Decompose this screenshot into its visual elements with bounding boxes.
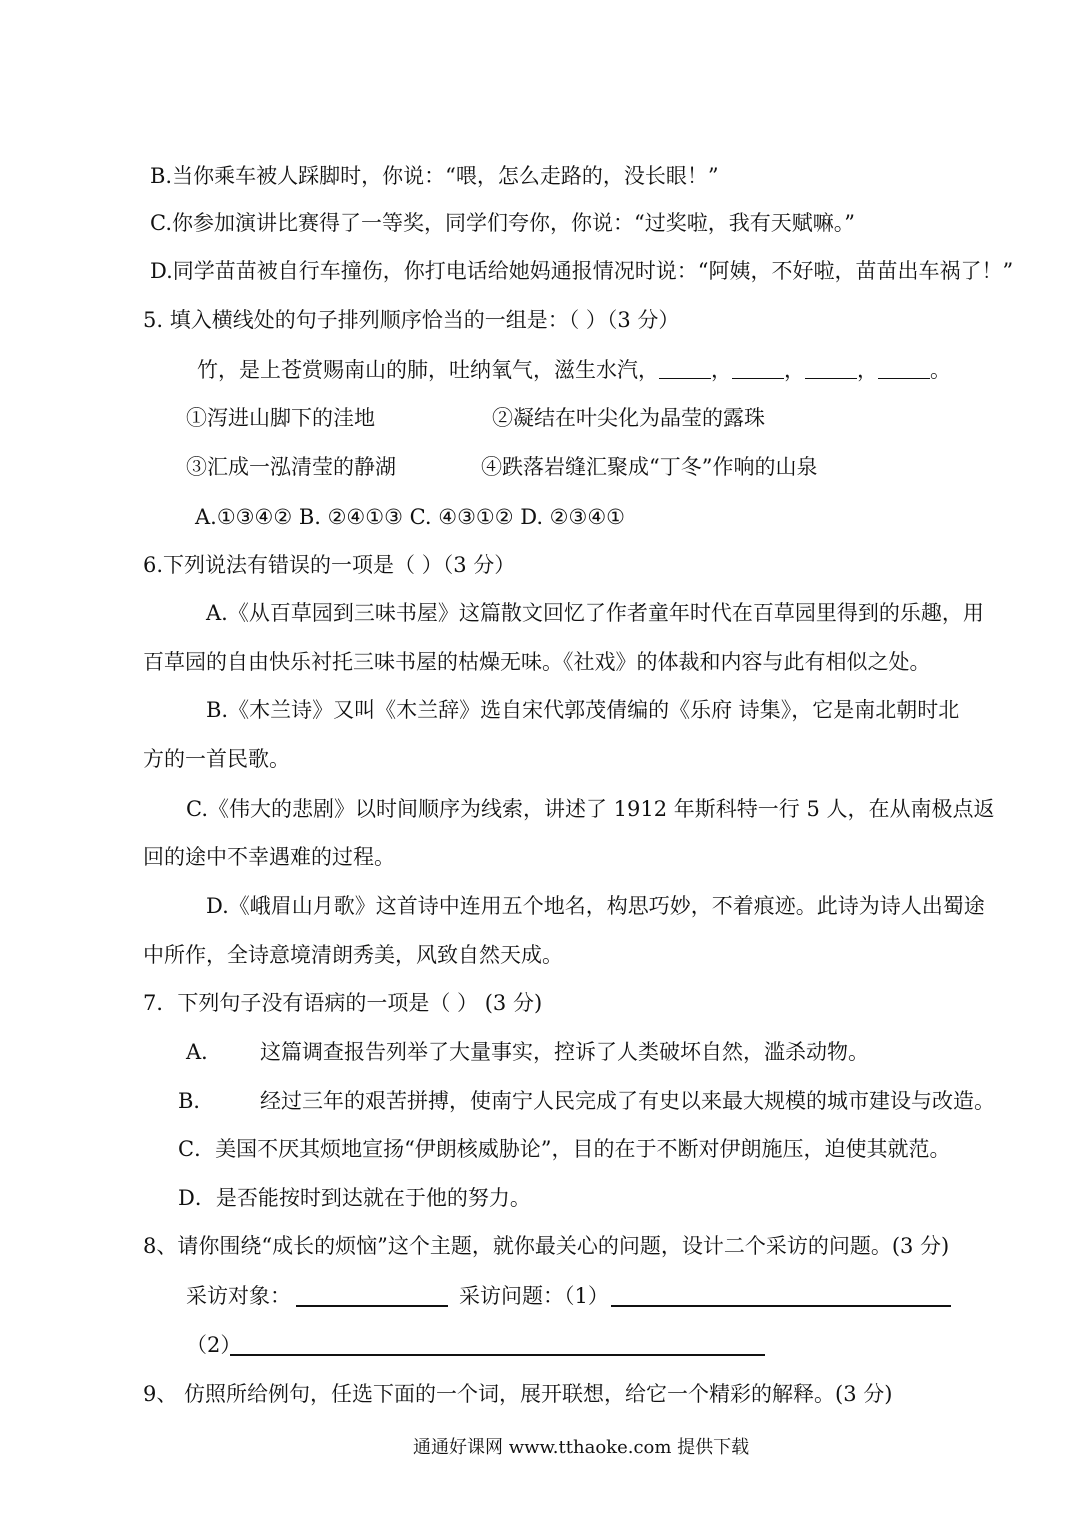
q8-question-1-answer-line[interactable]: [611, 1305, 951, 1307]
q7-option-d: D．是否能按时到达就在于他的努力。: [178, 1186, 531, 1210]
q5-passage: [197, 355, 951, 385]
q4-option-d: D.同学苗苗被自行车撞伤，你打电话给她妈通报情况时说：“阿姨，不好啦，苗苗出车祸了！”: [150, 259, 1014, 283]
q8-target-answer-line[interactable]: [296, 1305, 448, 1307]
q5-item-3: ③汇成一泓清莹的静湖: [186, 455, 396, 479]
q8-question-2-answer-line[interactable]: [230, 1354, 765, 1356]
q8-target-label: 采访对象：: [186, 1284, 291, 1308]
q9-stem: 9、 仿照所给例句，任选下面的一个词，展开联想，给它一个精彩的解释。(3 分): [143, 1382, 893, 1406]
q6-option-d-line1: D.《峨眉山月歌》这首诗中连用五个地名，构思巧妙，不着痕迹。此诗为诗人出蜀途: [206, 894, 985, 918]
q6-option-a-line1: A.《从百草园到三味书屋》这篇散文回忆了作者童年时代在百草园里得到的乐趣，用: [206, 601, 984, 625]
q8-question-label: 采访问题：（1）: [459, 1284, 609, 1308]
q6-option-c-line1: C.《伟大的悲剧》以时间顺序为线索，讲述了 1912 年斯科特一行 5 人，在从南极点返: [186, 797, 995, 821]
q5-stem: 5. 填入横线处的句子排列顺序恰当的一组是：（ ）（3 分）: [143, 308, 680, 332]
q6-stem: 6.下列说法有错误的一项是（ ）（3 分）: [143, 553, 516, 577]
q5-blank-2[interactable]: [732, 358, 784, 379]
q6-option-d-line2: 中所作，全诗意境清朗秀美，风致自然天成。: [143, 943, 563, 967]
q5-passage-start: 竹，是上苍赏赐南山的肺，吐纳氧气，滋生水汽，: [197, 358, 659, 382]
q4-option-b: B.当你乘车被人踩脚时，你说：“喂，怎么走路的，没长眼！”: [150, 164, 719, 188]
q5-end: 。: [930, 358, 951, 382]
q5-item-4: ④跌落岩缝汇聚成“丁冬”作响的山泉: [481, 455, 818, 479]
q8-question-2-label: （2）: [186, 1333, 242, 1357]
q5-blank-4[interactable]: [878, 358, 930, 379]
q5-item-1: ①泻进山脚下的洼地: [186, 406, 375, 430]
q4-option-c: C.你参加演讲比赛得了一等奖，同学们夸你，你说：“过奖啦，我有天赋嘛。”: [150, 211, 855, 235]
q7-option-b-label: B．: [178, 1089, 215, 1113]
q7-option-b-text: 经过三年的艰苦拼搏，使南宁人民完成了有史以来最大规模的城市建设与改造。: [260, 1089, 995, 1113]
q7-option-a-label: A．: [186, 1040, 223, 1064]
q5-sep-3: ，: [857, 358, 878, 382]
q7-option-a-text: 这篇调查报告列举了大量事实，控诉了人类破坏自然，滥杀动物。: [260, 1040, 869, 1064]
q5-sep-1: ，: [711, 358, 732, 382]
footer-source: 通通好课网 www.tthaoke.com 提供下载: [413, 1437, 750, 1458]
q5-blank-1[interactable]: [659, 358, 711, 379]
q6-option-a-line2: 百草园的自由快乐衬托三味书屋的枯燥无味。《社戏》的体裁和内容与此有相似之处。: [143, 650, 931, 674]
q5-choices: A.①③④② B. ②④①③ C. ④③①② D. ②③④①: [195, 505, 625, 529]
q7-option-c: C．美国不厌其烦地宣扬“伊朗核威胁论”，目的在于不断对伊朗施压，迫使其就范。: [178, 1137, 951, 1161]
q6-option-c-line2: 回的途中不幸遇难的过程。: [143, 845, 395, 869]
q7-stem: 7．下列句子没有语病的一项是（ ） (3 分): [143, 991, 543, 1015]
q5-blank-3[interactable]: [805, 358, 857, 379]
q8-stem: 8、请你围绕“成长的烦恼”这个主题，就你最关心的问题，设计二个采访的问题。(3 分): [143, 1234, 950, 1258]
q5-sep-2: ，: [784, 358, 805, 382]
q6-option-b-line1: B.《木兰诗》又叫《木兰辞》选自宋代郭茂倩编的《乐府 诗集》，它是南北朝时北: [206, 698, 960, 722]
q6-option-b-line2: 方的一首民歌。: [143, 747, 290, 771]
q5-item-2: ②凝结在叶尖化为晶莹的露珠: [492, 406, 765, 430]
